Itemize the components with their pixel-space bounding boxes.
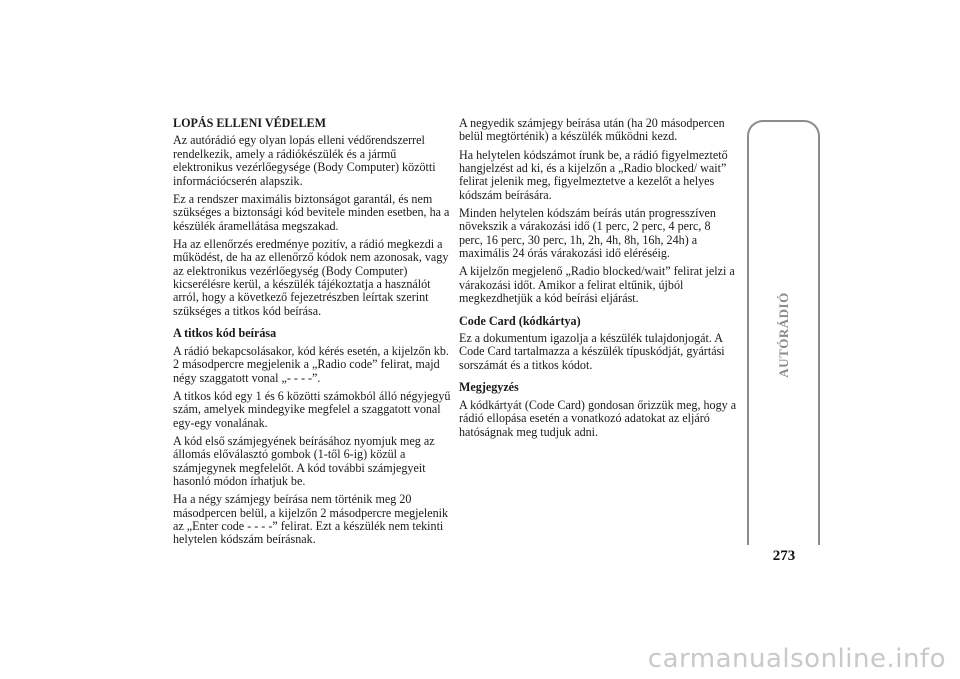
paragraph: A kijelzőn megjelenő „Radio blocked/wait” felirat jelzi a várakozási időt. Amikor a felirat eltűnik, újból megkezdhetjük a kód beírási eljárást. <box>459 264 735 306</box>
paragraph: Ez a rendszer maximális biztonságot garantál, és nem szükséges a biztonsági kód bevitele minden esetben, ha a készülék áramellátása megszakad. <box>173 191 450 233</box>
paragraph: Ha a négy számjegy beírása nem történik meg 20 másodpercen belül, a kijelzőn 2 másodpercre megjelenik az „Enter code - - - -” felirat. Ezt a készülék nem tekinti helytelen kódszám beírásnak. <box>173 492 449 547</box>
left-column <box>173 117 451 552</box>
paragraph: A kód első számjegyének beírásához nyomjuk meg az állomás előválasztó gombok (1-től 6-ig) közül a számjegynek megfelelőt. A kód további számjegyeit hasonló módon írhatjuk be. <box>173 433 435 488</box>
paragraph: Ha helytelen kódszámot írunk be, a rádió figyelmeztető hangjelzést ad ki, és a kijelzőn a „Radio blocked/ wait” felirat jelenik meg, figyelmeztetve a kezelőt a helyes kódszám beírására. <box>459 147 728 202</box>
paragraph: A negyedik számjegy beírása után (ha 20 másodpercen belül megtörténik) a készülék működni kezd. <box>459 116 725 144</box>
paragraph: A titkos kód egy 1 és 6 közötti számokból álló négyjegyű szám, amelyek mindegyike megfelel a szaggatott vonal egy-egy vonalának. <box>173 388 451 430</box>
subsection-heading: Megjegyzés <box>459 380 519 395</box>
page-number: 273 <box>772 548 796 564</box>
paragraph: Az autórádió egy olyan lopás elleni védőrendszerrel rendelkezik, amely a rádiókészülék és a jármű elektronikus vezérlőegysége (Body Computer) közötti információcserén alapszik. <box>173 133 436 188</box>
subsection-heading: Code Card (kódkártya) <box>459 313 581 328</box>
right-column <box>459 117 737 444</box>
paragraph: Ez a dokumentum igazolja a készülék tulajdonjogát. A Code Card tartalmazza a készülék típuskódját, gyártási sorszámát és a titkos kódot. <box>459 331 725 372</box>
paragraph: A kódkártyát (Code Card) gondosan őrizzük meg, hogy a rádió ellopása esetén a vonatkozó adatokat az eljáró hatóságnak meg tudjuk adni. <box>459 397 737 439</box>
subsection-heading: A titkos kód beírása <box>173 326 277 341</box>
paragraph: A rádió bekapcsolásakor, kód kérés esetén, a kijelzőn kb. 2 másodpercre megjelenik a „Radio code” felirat, majd négy szaggatott vonal „- - - -”. <box>173 343 449 385</box>
chapter-label: AUTÓRÁDIÓ <box>776 292 791 378</box>
section-heading: LOPÁS ELLENI VÉDELEM <box>173 116 327 130</box>
paragraph: Ha az ellenőrzés eredménye pozitív, a rádió megkezdi a működést, de ha az ellenőrző kódok nem azonosak, vagy az elektronikus vezérlőegység (Body Computer) kicserélésre kerül, a készülék tájékoztatja a használót arról, hogy a következő fejezetrészben leírtak szerint szükséges a titkos kód beírása. <box>173 236 449 318</box>
paragraph: Minden helytelen kódszám beírás után progresszíven növekszik a várakozási idő (1 perc, 2 perc, 4 perc, 8 perc, 16 perc, 30 perc, 1h, 2h, 4h, 8h, 16h, 24h) a maximális 24 órás várakozási idő eléréséig. <box>459 206 716 261</box>
watermark: carmanualsonline.info <box>647 644 946 674</box>
